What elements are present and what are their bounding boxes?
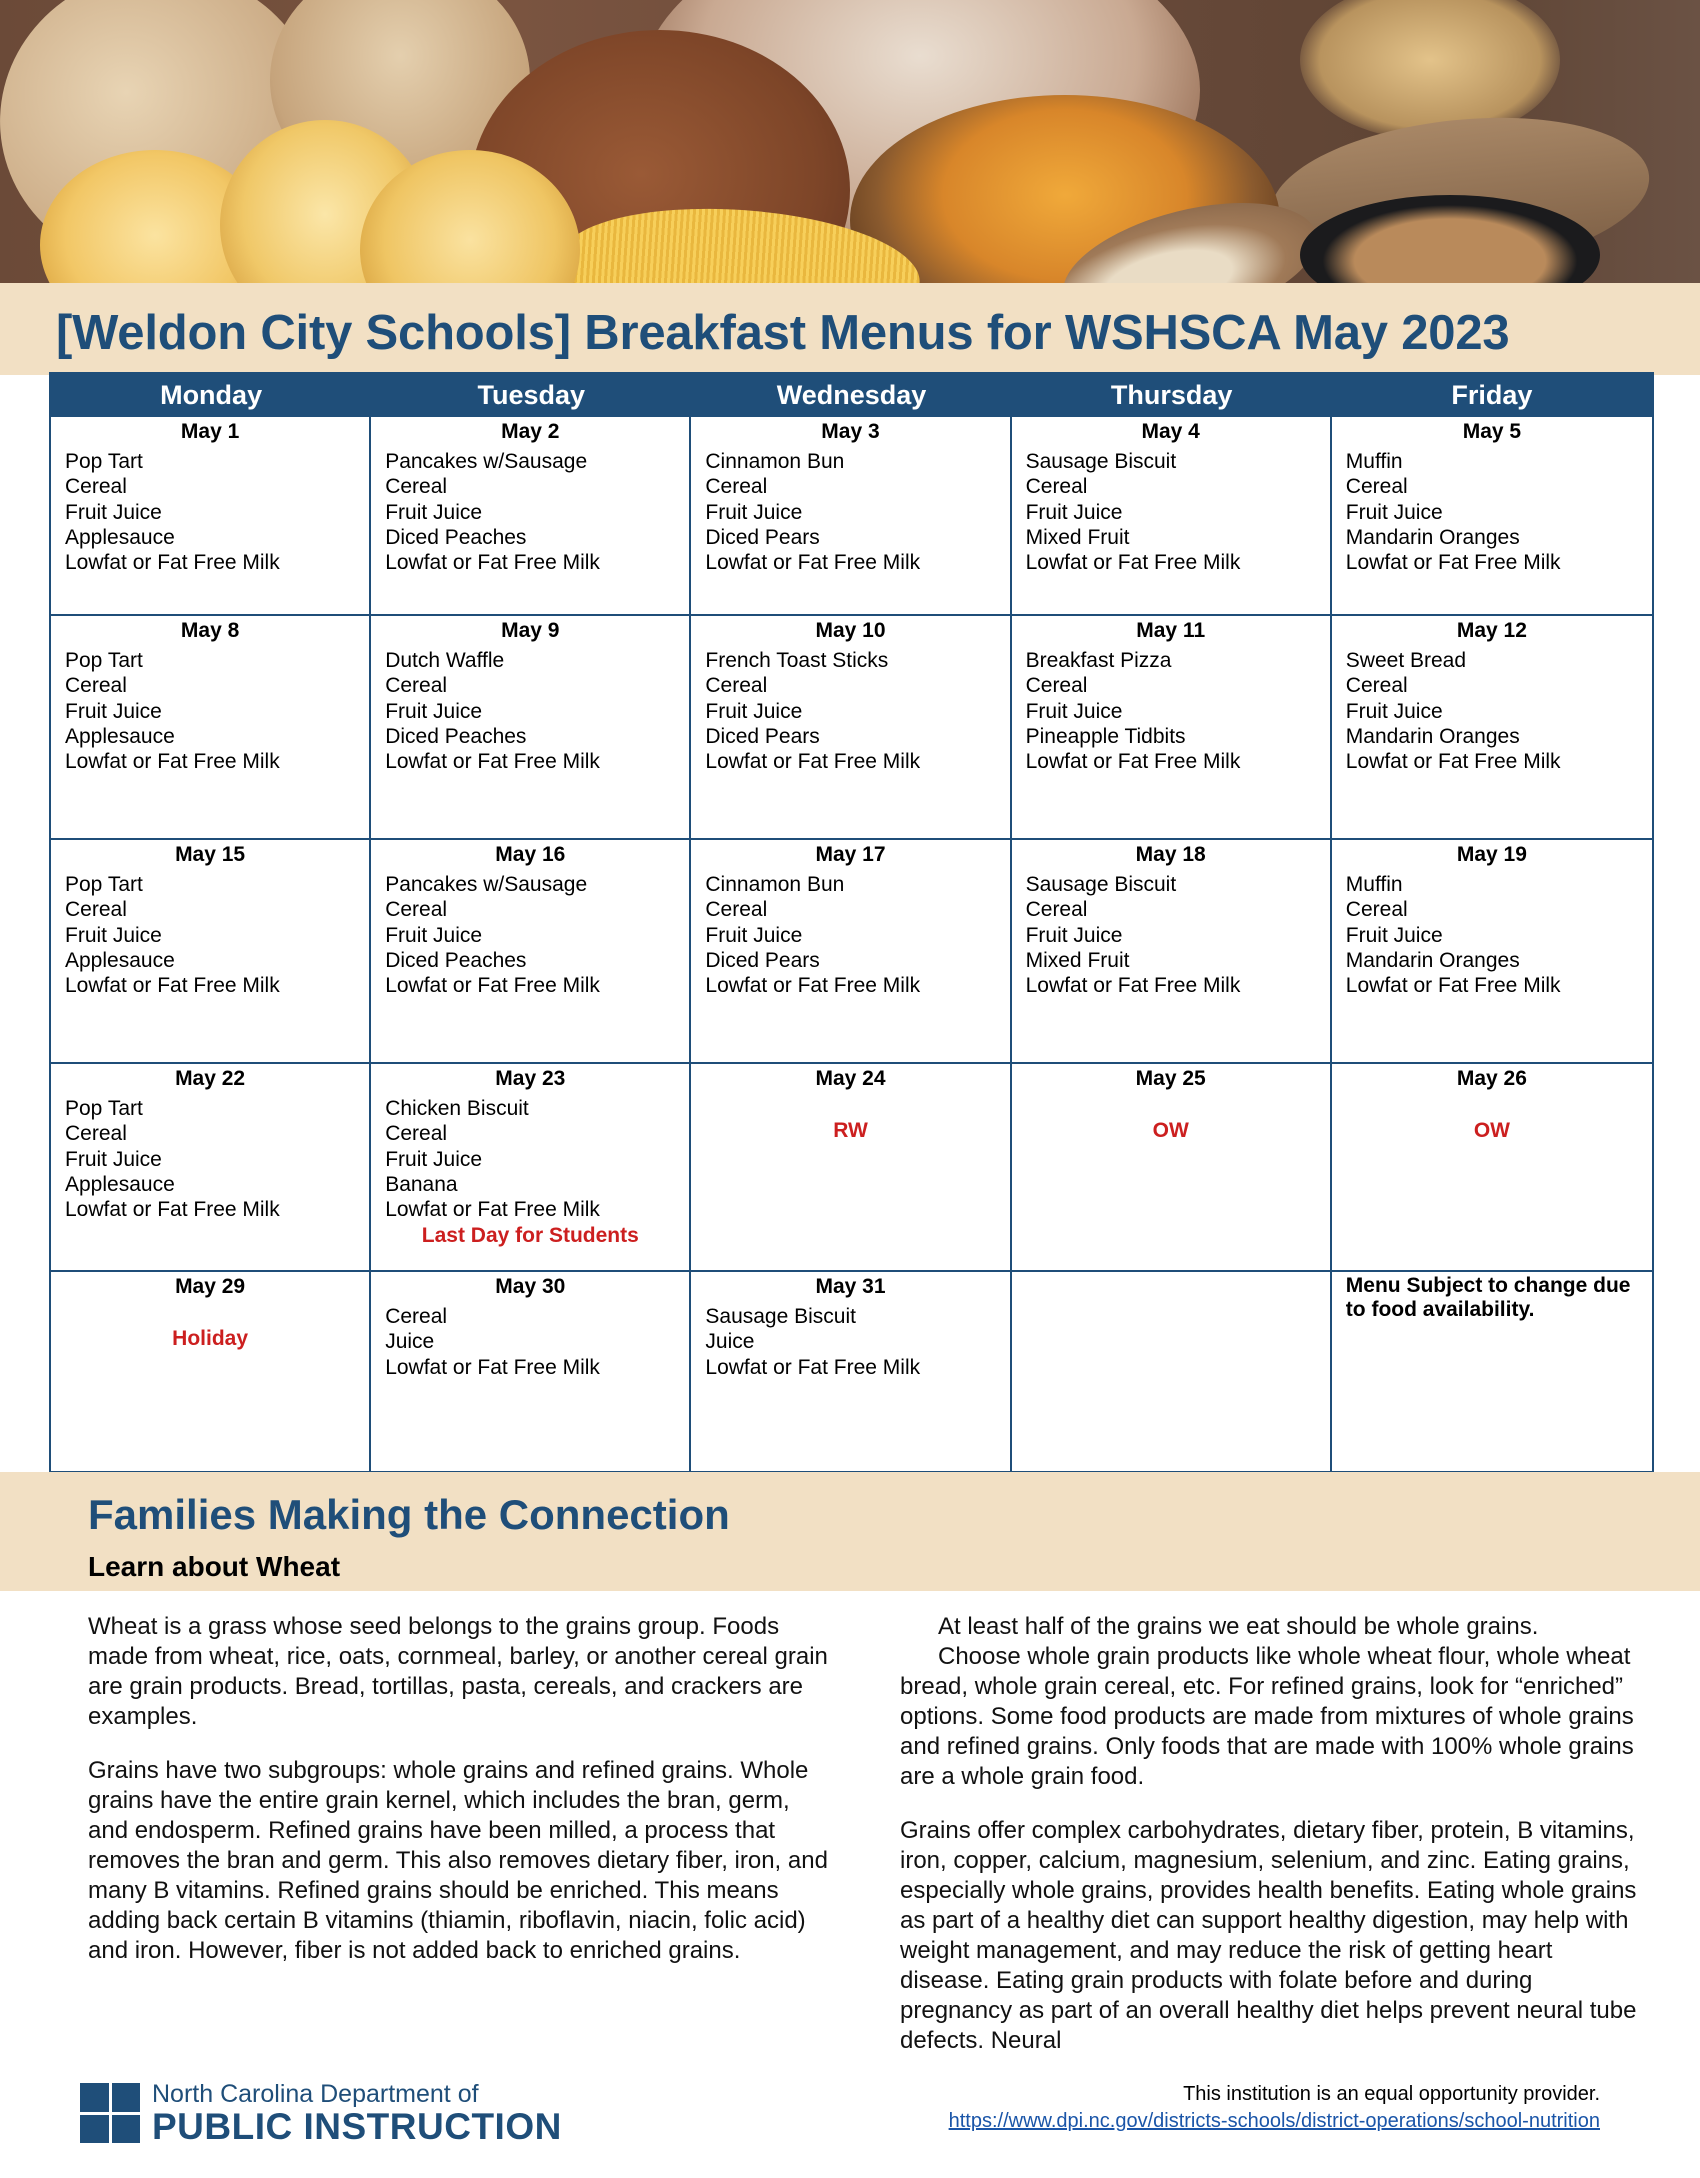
calendar-day-cell xyxy=(51,1272,371,1471)
calendar-day-cell xyxy=(1332,840,1652,1062)
cell-date: May 29 xyxy=(175,1275,246,1298)
menu-item: Cereal xyxy=(65,898,127,922)
cell-date: May 16 xyxy=(495,843,566,866)
menu-item: Fruit Juice xyxy=(65,1147,162,1171)
cell-date: May 9 xyxy=(501,619,560,642)
menu-item-list xyxy=(1346,648,1638,774)
menu-item-list xyxy=(705,1304,995,1380)
menu-item-list xyxy=(1026,449,1316,575)
menu-item: Diced Pears xyxy=(705,724,820,748)
menu-item: Lowfat or Fat Free Milk xyxy=(385,974,600,998)
menu-item: Banana xyxy=(385,1172,458,1196)
day-status-note: Last Day for Students xyxy=(421,1224,639,1248)
article-paragraph: Wheat is a grass whose seed belongs to the grains group. Foods made from wheat, rice, oats, cornmeal, barley, or another cereal grain are grain products. Bread, tortillas, pasta, cereals, and crackers are examples. xyxy=(88,1613,828,1730)
day-header-friday: Friday xyxy=(1451,380,1533,410)
day-status-note: RW xyxy=(833,1119,868,1142)
menu-item-list xyxy=(385,1304,675,1380)
menu-item: Pop Tart xyxy=(65,873,143,896)
banner-photo-grains xyxy=(0,0,1700,283)
menu-item: Chicken Biscuit xyxy=(385,1097,529,1120)
menu-item: Fruit Juice xyxy=(1025,923,1123,947)
day-status-note: OW xyxy=(1473,1119,1510,1142)
cell-date: May 22 xyxy=(175,1067,246,1090)
calendar-day-cell xyxy=(691,1272,1011,1471)
article-paragraph: Grains have two subgroups: whole grains and refined grains. Whole grains have the entire grain kernel, which includes the bran, germ, and endosperm. Refined grains have been milled, a process that removes the bran and germ. This also removes dietary fiber, iron, and many B vitamins. Refined grains should be enriched. This means adding back certain B vitamins (thiamin, riboflavin, niacin, folic acid) and iron. However, fiber is not added back to enriched grains. xyxy=(88,1757,828,1964)
menu-item: Juice xyxy=(385,1330,435,1354)
menu-item: Fruit Juice xyxy=(1025,699,1123,723)
cell-date: May 4 xyxy=(1141,420,1200,443)
cell-date: May 19 xyxy=(1456,843,1527,866)
menu-item: Fruit Juice xyxy=(385,923,483,947)
calendar-day-cell xyxy=(1332,1272,1652,1471)
menu-item: Fruit Juice xyxy=(705,923,803,947)
menu-item: Cereal xyxy=(65,1122,127,1146)
ncdpi-logo xyxy=(80,2080,562,2146)
menu-item: Mandarin Oranges xyxy=(1345,525,1520,549)
article-paragraph xyxy=(900,1612,1640,1792)
menu-item: Pop Tart xyxy=(65,1097,143,1120)
calendar-day-cell xyxy=(1012,1272,1332,1471)
calendar-day-cell xyxy=(1332,1064,1652,1270)
menu-item: Fruit Juice xyxy=(385,699,483,723)
menu-item-list xyxy=(1346,872,1638,998)
menu-item-list xyxy=(1026,872,1316,998)
menu-item: Mixed Fruit xyxy=(1025,525,1130,549)
calendar-day-cell xyxy=(371,1064,691,1270)
menu-item: Cereal xyxy=(65,674,127,698)
calendar-day-cell xyxy=(691,417,1011,614)
day-header-thursday: Thursday xyxy=(1110,380,1233,410)
menu-item: Cereal xyxy=(1345,674,1408,698)
menu-item: Juice xyxy=(705,1330,755,1354)
article-left-column xyxy=(88,1612,828,1990)
calendar-day-cell xyxy=(51,840,371,1062)
menu-item: Sausage Biscuit xyxy=(1025,873,1177,896)
day-header-wednesday: Wednesday xyxy=(776,380,927,410)
menu-item: Cereal xyxy=(1025,898,1088,922)
menu-item: Pancakes w/Sausage xyxy=(385,873,588,896)
menu-item: Lowfat or Fat Free Milk xyxy=(1025,750,1241,774)
menu-item: Cinnamon Bun xyxy=(705,873,845,896)
menu-disclaimer: Menu Subject to change due to food availability. xyxy=(1345,1274,1631,1321)
menu-item: Mandarin Oranges xyxy=(1345,724,1520,748)
ncdpi-emblem-icon xyxy=(80,2083,140,2143)
menu-item-list xyxy=(65,872,355,998)
cell-date: May 12 xyxy=(1456,619,1527,642)
logo-line-2: PUBLIC INSTRUCTION xyxy=(152,2106,562,2147)
menu-item: Cereal xyxy=(385,674,448,698)
calendar-day-cell xyxy=(371,616,691,838)
menu-item: Cereal xyxy=(385,1305,448,1328)
menu-item: Lowfat or Fat Free Milk xyxy=(1025,974,1241,998)
calendar-day-cell xyxy=(371,1272,691,1471)
menu-item: Fruit Juice xyxy=(65,500,162,524)
calendar-day-cell xyxy=(51,1064,371,1270)
menu-item: Cereal xyxy=(1345,898,1408,922)
cell-date: May 2 xyxy=(501,420,560,443)
column-icon xyxy=(80,2083,109,2112)
menu-item: Cinnamon Bun xyxy=(705,450,845,473)
menu-item: Cereal xyxy=(705,475,768,499)
calendar-day-cell xyxy=(1012,840,1332,1062)
menu-item: Cereal xyxy=(705,674,768,698)
calendar-day-cell xyxy=(51,616,371,838)
menu-item-list xyxy=(65,449,355,575)
menu-item-list xyxy=(385,648,675,774)
menu-item: Fruit Juice xyxy=(385,1147,483,1171)
calendar-day-cell xyxy=(51,417,371,614)
menu-item: Fruit Juice xyxy=(705,500,803,524)
menu-item: Diced Peaches xyxy=(385,525,527,549)
menu-item: Cereal xyxy=(1025,674,1088,698)
calendar-week-row xyxy=(51,1272,1652,1473)
day-status-note: OW xyxy=(1152,1119,1189,1142)
school-nutrition-link[interactable]: https://www.dpi.nc.gov/districts-schools/district-operations/school-nutrition xyxy=(948,2110,1600,2132)
menu-item: Pineapple Tidbits xyxy=(1025,724,1186,748)
menu-item: Lowfat or Fat Free Milk xyxy=(65,974,280,998)
menu-item: Cereal xyxy=(65,475,127,499)
menu-item: Breakfast Pizza xyxy=(1025,649,1172,672)
article-paragraph: Grains offer complex carbohydrates, dietary fiber, protein, B vitamins, iron, copper, calcium, magnesium, selenium, and zinc. Eating grains, especially whole grains, provides health benefits. Eating whole grains as part of a healthy diet can support healthy digestion, may help with weight management, and may reduce the risk of getting heart disease. Eating grain products with folate before and during pregnancy as part of an overall healthy diet helps prevent neural tube defects. Neural xyxy=(900,1817,1637,2054)
menu-item: Mixed Fruit xyxy=(1025,948,1130,972)
calendar-week-row xyxy=(51,616,1652,840)
menu-item: Lowfat or Fat Free Milk xyxy=(705,1355,921,1379)
menu-item: Cereal xyxy=(385,898,448,922)
menu-item-list xyxy=(1346,449,1638,575)
cell-date: May 24 xyxy=(815,1067,886,1090)
cell-date: May 31 xyxy=(815,1275,886,1298)
calendar-day-cell xyxy=(691,1064,1011,1270)
menu-item: Diced Peaches xyxy=(385,724,527,748)
menu-item: Cereal xyxy=(385,1122,448,1146)
calendar-day-cell xyxy=(371,417,691,614)
menu-item: Lowfat or Fat Free Milk xyxy=(1345,974,1561,998)
cell-date: May 17 xyxy=(815,843,886,866)
menu-item-list xyxy=(385,449,675,575)
calendar-day-cell xyxy=(371,840,691,1062)
menu-item-list xyxy=(705,648,995,774)
logo-line-1: North Carolina Department of xyxy=(152,2080,479,2108)
calendar-week-row xyxy=(51,1064,1652,1272)
menu-item: Lowfat or Fat Free Milk xyxy=(1025,551,1241,575)
calendar-day-cell xyxy=(1332,616,1652,838)
menu-item: Lowfat or Fat Free Milk xyxy=(65,551,280,575)
menu-item: Fruit Juice xyxy=(65,699,162,723)
cell-date: May 15 xyxy=(175,843,246,866)
globe-icon xyxy=(80,2115,109,2144)
menu-item: Mandarin Oranges xyxy=(1345,948,1520,972)
cell-date: May 23 xyxy=(495,1067,566,1090)
menu-item: Lowfat or Fat Free Milk xyxy=(385,750,600,774)
cell-date: May 25 xyxy=(1135,1067,1206,1090)
calendar-day-cell xyxy=(691,840,1011,1062)
menu-item: Pop Tart xyxy=(65,649,143,672)
menu-item: Fruit Juice xyxy=(1025,500,1123,524)
menu-item-list xyxy=(385,872,675,998)
cell-date: May 8 xyxy=(180,619,240,642)
menu-calendar xyxy=(49,372,1654,1473)
menu-item: Muffin xyxy=(1345,450,1403,473)
calendar-week-row xyxy=(51,417,1652,616)
menu-item: Lowfat or Fat Free Milk xyxy=(705,974,921,998)
menu-item: Sweet Bread xyxy=(1345,649,1467,672)
menu-item: Dutch Waffle xyxy=(385,649,505,672)
menu-item: Lowfat or Fat Free Milk xyxy=(1345,551,1561,575)
menu-item-list xyxy=(705,449,995,575)
families-section-subtitle: Learn about Wheat xyxy=(88,1551,341,1582)
cell-date: May 3 xyxy=(821,420,880,443)
menu-item: Muffin xyxy=(1345,873,1403,896)
cell-date: May 11 xyxy=(1136,619,1206,642)
article-sentence: At least half of the grains we eat should be whole grains. xyxy=(938,1613,1539,1640)
menu-item: Applesauce xyxy=(65,1172,175,1196)
cell-date: May 18 xyxy=(1135,843,1206,866)
menu-item: Fruit Juice xyxy=(65,923,162,947)
cell-date: May 5 xyxy=(1462,420,1522,443)
day-header-tuesday: Tuesday xyxy=(477,380,586,410)
menu-item: Lowfat or Fat Free Milk xyxy=(1345,750,1561,774)
menu-item: Pancakes w/Sausage xyxy=(385,450,588,473)
calendar-header-row xyxy=(49,372,1654,417)
menu-item: Fruit Juice xyxy=(705,699,803,723)
article-sentence: Choose whole grain products like whole wheat flour, whole wheat bread, whole grain cereal, etc. For refined grains, look for “enriched” options. Some food products are made from mixtures of whole grains and refined grains. Only foods that are made with 100% whole grains are a whole grain food. xyxy=(900,1643,1634,1790)
menu-item-list xyxy=(385,1096,675,1222)
calendar-day-cell xyxy=(1012,1064,1332,1270)
menu-item: Pop Tart xyxy=(65,450,143,473)
menu-item: Lowfat or Fat Free Milk xyxy=(385,1355,600,1379)
menu-item: Applesauce xyxy=(65,525,175,549)
menu-item: Fruit Juice xyxy=(385,500,483,524)
menu-item: Fruit Juice xyxy=(1345,923,1443,947)
day-header-monday: Monday xyxy=(160,380,263,410)
menu-item-list xyxy=(65,1096,355,1222)
menu-item-list xyxy=(705,872,995,998)
logo-text xyxy=(152,2080,562,2146)
menu-item: Cereal xyxy=(1345,475,1408,499)
menu-item: French Toast Sticks xyxy=(705,649,889,672)
cell-date xyxy=(1026,1272,1316,1274)
calendar-day-cell xyxy=(1332,417,1652,614)
menu-item: Lowfat or Fat Free Milk xyxy=(65,750,280,774)
menu-item: Cereal xyxy=(1025,475,1088,499)
menu-item: Diced Pears xyxy=(705,525,820,549)
calendar-body xyxy=(49,417,1654,1473)
menu-item: Cereal xyxy=(385,475,448,499)
cell-date: May 30 xyxy=(495,1275,566,1298)
menu-item: Lowfat or Fat Free Milk xyxy=(385,1198,600,1222)
menu-item: Lowfat or Fat Free Milk xyxy=(705,750,921,774)
menu-item: Lowfat or Fat Free Milk xyxy=(65,1198,280,1222)
calendar-day-cell xyxy=(691,616,1011,838)
menu-item: Lowfat or Fat Free Milk xyxy=(385,551,600,575)
graduation-cap-icon xyxy=(112,2083,141,2112)
calendar-day-cell xyxy=(1012,616,1332,838)
menu-item-list xyxy=(1026,648,1316,774)
state-map-icon xyxy=(112,2115,141,2144)
calendar-day-cell xyxy=(1012,417,1332,614)
menu-item: Cereal xyxy=(705,898,768,922)
page-title: [Weldon City Schools] Breakfast Menus for WSHSCA May 2023 xyxy=(56,306,1510,360)
menu-item-list xyxy=(65,648,355,774)
calendar-week-row xyxy=(51,840,1652,1064)
article-right-column xyxy=(900,1612,1640,2080)
menu-item: Fruit Juice xyxy=(1345,500,1443,524)
menu-item: Diced Peaches xyxy=(385,948,527,972)
menu-item: Sausage Biscuit xyxy=(705,1305,856,1328)
menu-item: Sausage Biscuit xyxy=(1025,450,1177,473)
families-section-title: Families Making the Connection xyxy=(88,1491,730,1538)
day-status-note: Holiday xyxy=(172,1327,249,1350)
menu-item: Fruit Juice xyxy=(1345,699,1443,723)
cell-date: May 10 xyxy=(815,619,886,642)
equal-opportunity-statement: This institution is an equal opportunity provider. xyxy=(1183,2083,1600,2105)
cell-date: May 26 xyxy=(1456,1067,1527,1090)
menu-item: Lowfat or Fat Free Milk xyxy=(705,551,921,575)
cell-date: May 1 xyxy=(180,420,240,443)
menu-item: Applesauce xyxy=(65,948,175,972)
menu-item: Applesauce xyxy=(65,724,175,748)
menu-item: Diced Pears xyxy=(705,948,820,972)
